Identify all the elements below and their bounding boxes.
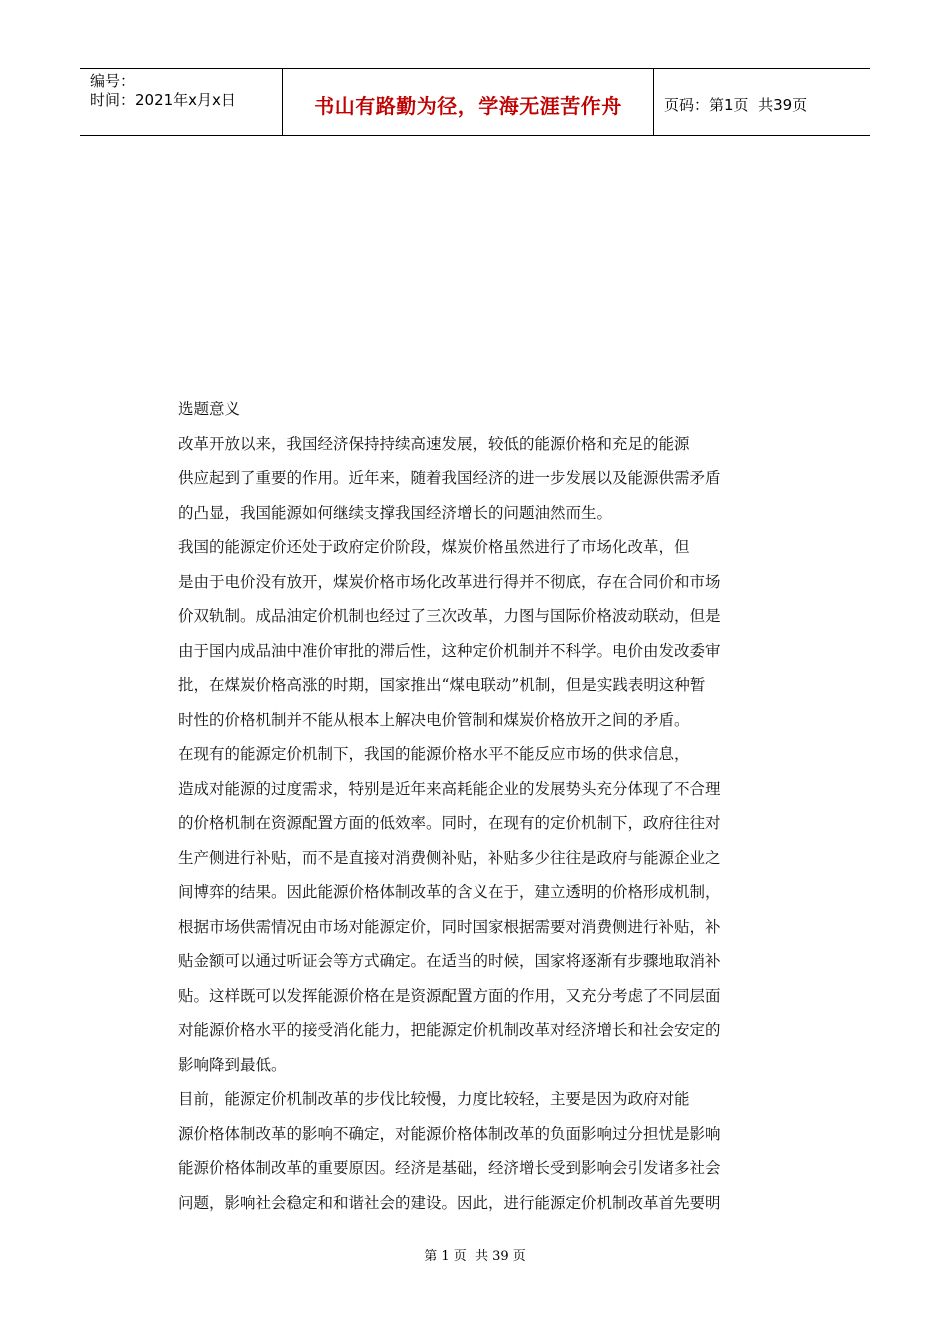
body-line: 问题，影响社会稳定和和谐社会的建设。因此，进行能源定价机制改革首先要明 bbox=[178, 1193, 721, 1212]
body-line: 对能源价格水平的接受消化能力，把能源定价机制改革对经济增长和社会安定的 bbox=[178, 1021, 721, 1039]
body-line: 生产侧进行补贴，而不是直接对消费侧补贴，补贴多少往往是政府与能源企业之 bbox=[178, 848, 721, 867]
section-title: 选题意义 bbox=[178, 400, 241, 418]
document-body bbox=[178, 392, 778, 1220]
body-line: 根据市场供需情况由市场对能源定价，同时国家根据需要对消费侧进行补贴，补 bbox=[178, 917, 721, 936]
document-header bbox=[80, 68, 870, 136]
body-line: 我国的能源定价还处于政府定价阶段，煤炭价格虽然进行了市场化改革，但 bbox=[178, 538, 690, 556]
body-line: 的价格机制在资源配置方面的低效率。同时，在现有的定价机制下，政府往往对 bbox=[178, 814, 721, 832]
body-line: 改革开放以来，我国经济保持持续高速发展，较低的能源价格和充足的能源 bbox=[178, 434, 690, 453]
body-line: 由于国内成品油中准价审批的滞后性，这种定价机制并不科学。电价由发改委审 bbox=[178, 641, 721, 660]
body-line: 在现有的能源定价机制下，我国的能源价格水平不能反应市场的供求信息， bbox=[178, 745, 690, 763]
body-line: 时性的价格机制并不能从根本上解决电价管制和煤炭价格放开之间的矛盾。 bbox=[178, 710, 690, 729]
body-line: 能源价格体制改革的重要原因。经济是基础，经济增长受到影响会引发诸多社会 bbox=[178, 1159, 721, 1177]
body-line: 源价格体制改革的影响不确定，对能源价格体制改革的负面影响过分担忧是影响 bbox=[178, 1124, 721, 1143]
body-line: 间博弈的结果。因此能源价格体制改革的含义在于，建立透明的价格形成机制， bbox=[178, 883, 721, 901]
body-line: 价双轨制。成品油定价机制也经过了三次改革，力图与国际价格波动联动，但是 bbox=[178, 607, 721, 625]
body-line: 批，在煤炭价格高涨的时期，国家推出“煤电联动”机制，但是实践表明这种暂 bbox=[178, 676, 706, 694]
body-line: 贴。这样既可以发挥能源价格在是资源配置方面的作用，又充分考虑了不同层面 bbox=[178, 986, 721, 1005]
page-footer: 第 1 页 共 39 页 bbox=[424, 1249, 526, 1264]
header-meta bbox=[80, 69, 282, 135]
time-label: 时间：2021年x月x日 bbox=[90, 91, 236, 109]
header-page-info: 页码：第1页 共39页 bbox=[664, 95, 808, 114]
body-line: 造成对能源的过度需求，特别是近年来高耗能企业的发展势头充分体现了不合理 bbox=[178, 779, 721, 798]
body-line: 的凸显，我国能源如何继续支撑我国经济增长的问题油然而生。 bbox=[178, 503, 613, 522]
header-motto: 书山有路勤为径，学海无涯苦作舟 bbox=[282, 69, 654, 135]
body-line: 贴金额可以通过听证会等方式确定。在适当的时候，国家将逐渐有步骤地取消补 bbox=[178, 952, 721, 970]
body-line: 供应起到了重要的作用。近年来，随着我国经济的进一步发展以及能源供需矛盾 bbox=[178, 469, 721, 487]
body-line: 影响降到最低。 bbox=[178, 1055, 287, 1074]
body-line: 目前，能源定价机制改革的步伐比较慢，力度比较轻，主要是因为政府对能 bbox=[178, 1090, 690, 1108]
code-label: 编号： bbox=[90, 72, 136, 90]
body-line: 是由于电价没有放开，煤炭价格市场化改革进行得并不彻底，存在合同价和市场 bbox=[178, 572, 721, 591]
